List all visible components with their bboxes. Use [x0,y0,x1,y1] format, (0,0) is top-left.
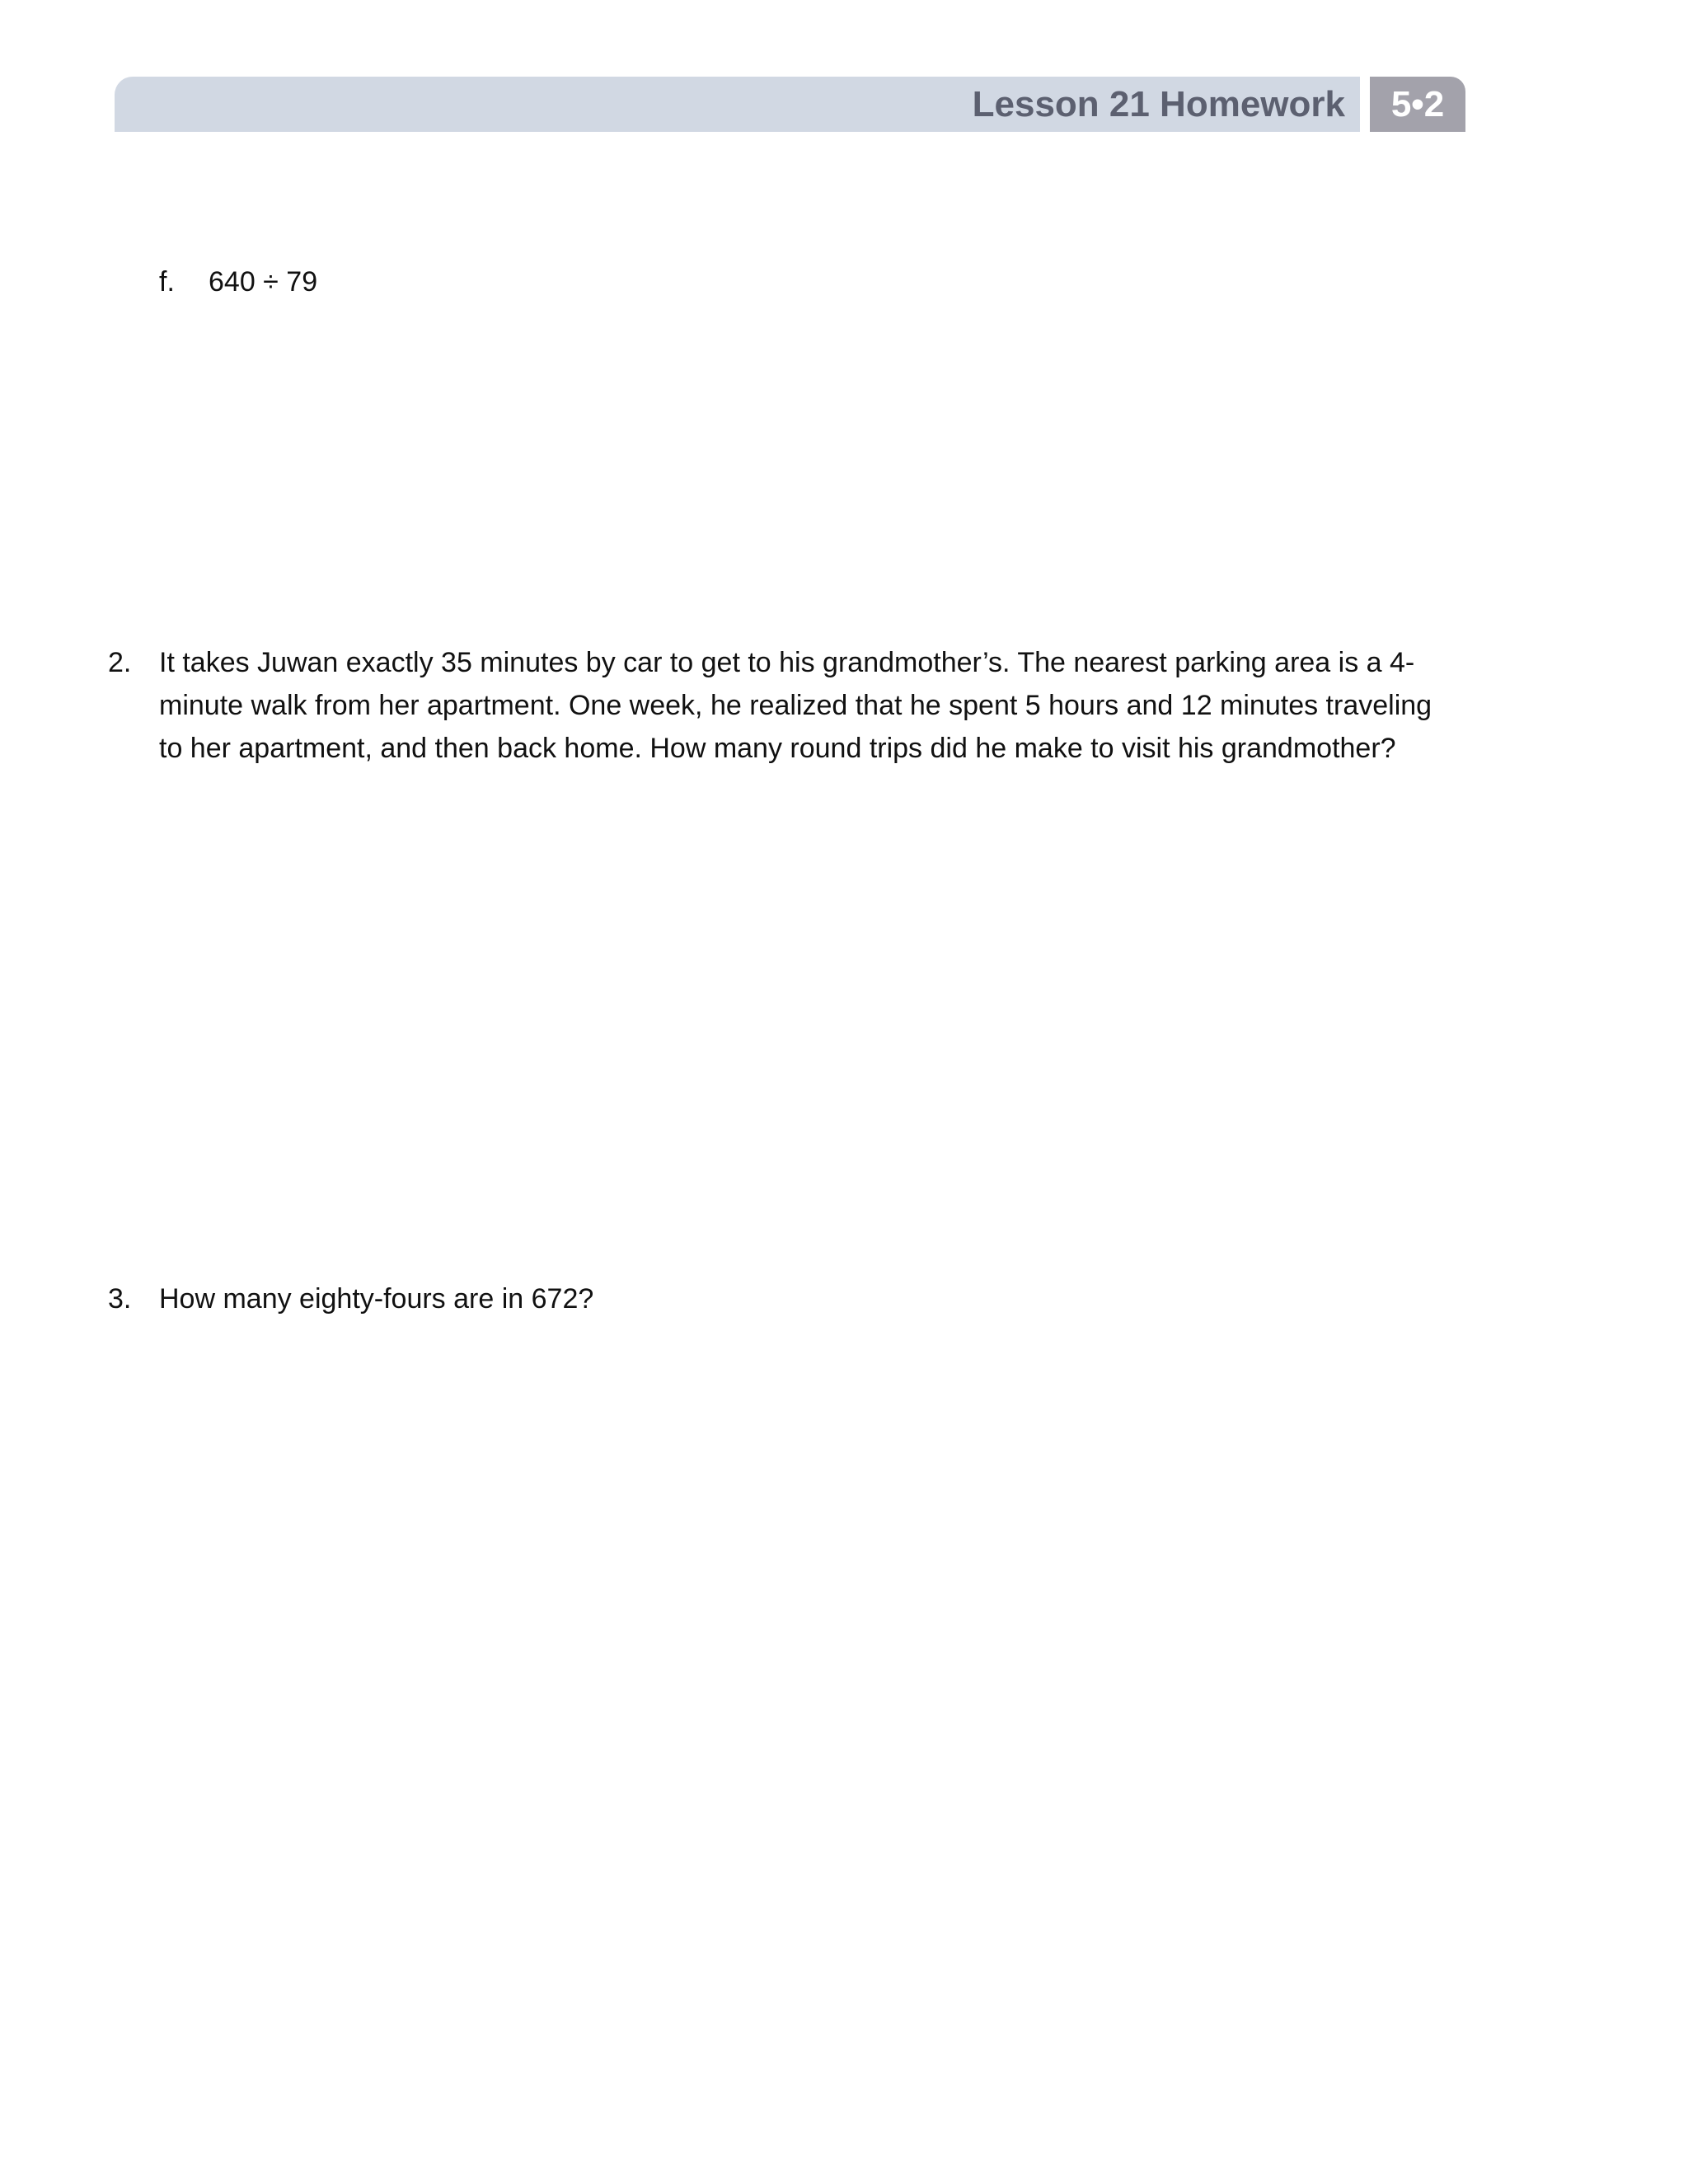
lesson-title: Lesson 21 Homework [972,84,1345,124]
problem-f [159,260,317,303]
problem-f-marker: f. [159,266,175,298]
problem-2 [108,641,1451,770]
module-badge: 5•2 [1370,77,1465,132]
problem-3-text: How many eighty-fours are in 672? [159,1283,594,1315]
problem-f-text: 640 ÷ 79 [209,266,318,298]
header-bar [115,77,1360,132]
problem-3-number: 3. [108,1283,132,1315]
problem-2-text: It takes Juwan exactly 35 minutes by car to get to his grandmother’s. The nearest parking area is a 4-minute walk from her apartment. One week, he realized that he spent 5 hours and 12 minutes traveling to her apartment, and then back home. How many round trips did he make to visit his grandmother? [159,647,1432,764]
problem-3 [108,1277,1451,1320]
problem-2-number: 2. [108,647,132,678]
